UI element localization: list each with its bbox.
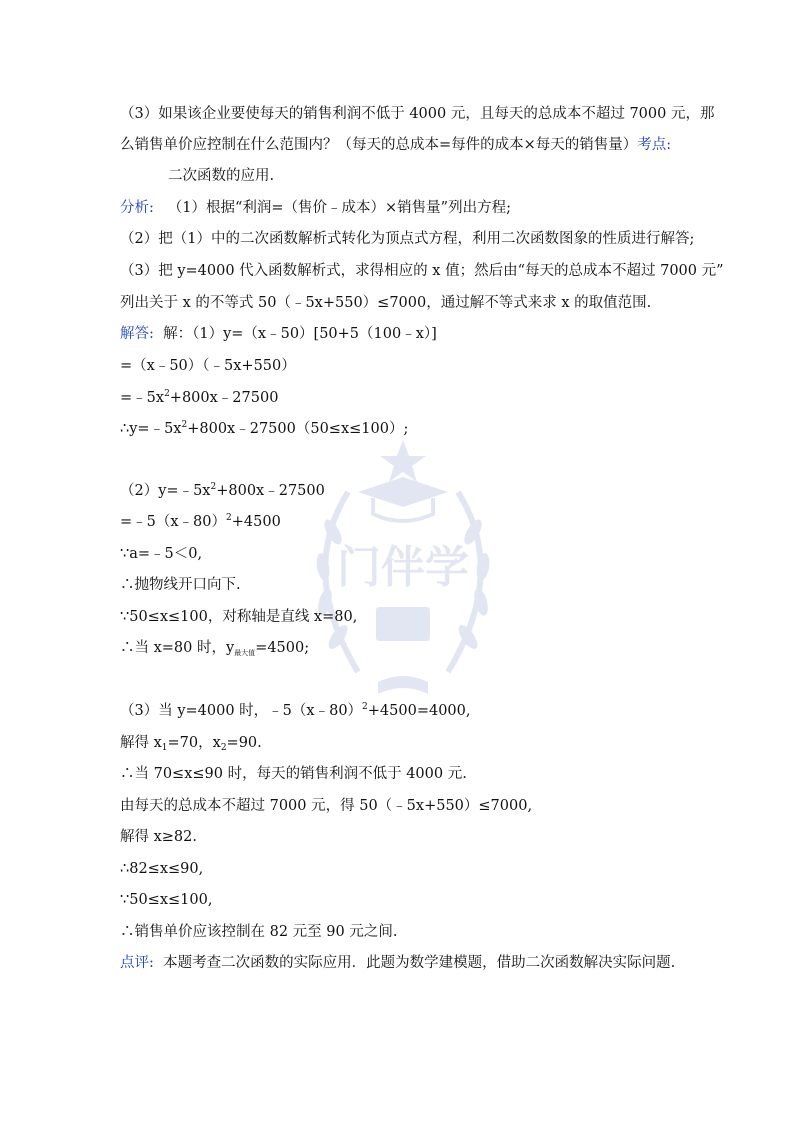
answer-line-2 <box>120 356 296 376</box>
laurel-left-icon <box>325 492 358 672</box>
answer-2-line-5 <box>120 607 357 627</box>
answer-3-line-1 <box>120 701 471 721</box>
answer-s3-l2-sub1: 1 <box>161 743 168 753</box>
answer-s3-l4: 由每天的总成本不超过 7000 元，得 50（﹣5x+550）≤7000, <box>120 798 533 814</box>
answer-s3-l7: ∵50≤x≤100, <box>120 892 213 908</box>
answer-s2-l6-a: ∴当 x=80 时，y <box>120 640 235 656</box>
question-3-line-2 <box>120 135 671 155</box>
answer-3-line-2 <box>120 733 262 753</box>
question-3-text-1: （3）如果该企业要使每天的销售利润不低于 4000 元，且每天的总成本不超过 7000 元，那 <box>120 106 715 122</box>
answer-s3-l6: ∴82≤x≤90, <box>120 861 204 877</box>
kaodian-label: 考点: <box>637 137 672 153</box>
answer-s1-head: 解：（1）y=（x﹣50）[50+5（100﹣x）] <box>163 326 437 342</box>
answer-s3-l1-b: +4500=4000, <box>367 703 471 719</box>
answer-s2-l5: ∵50≤x≤100，对称轴是直线 x=80, <box>120 609 358 625</box>
answer-3-line-6 <box>120 859 203 879</box>
kaodian-line <box>168 166 274 186</box>
answer-2-line-4 <box>120 575 241 595</box>
answer-2-line-6 <box>120 638 309 658</box>
watermark-logo <box>278 432 528 732</box>
answer-s1-l3-sup: 2 <box>164 389 170 399</box>
analysis-p3a: （3）把 y=4000 代入函数解析式，求得相应的 x 值；然后由“每天的总成本不超过 7000 元” <box>120 263 724 279</box>
question-3-text-2: 么销售单价应控制在什么范围内？（每天的总成本=每件的成本×每天的销售量） <box>120 137 638 153</box>
answer-s3-l3: ∴当 70≤x≤90 时，每天的销售利润不低于 4000 元. <box>120 766 467 782</box>
analysis-p2: （2）把（1）中的二次函数解析式转化为顶点式方程，利用二次函数图象的性质进行解答; <box>120 231 695 247</box>
answer-2-line-1 <box>120 481 325 501</box>
answer-s1-l3-b: +800x﹣27500 <box>169 390 279 406</box>
analysis-line-1 <box>120 198 511 218</box>
answer-s3-l2-b: =70，x <box>167 735 221 751</box>
answer-s3-l2-a: 解得 x <box>120 735 162 751</box>
question-3-line-1 <box>120 104 714 124</box>
mortarboard-icon <box>358 477 448 507</box>
answer-s3-l2-sub2: 2 <box>220 743 227 753</box>
comment-line <box>120 953 675 973</box>
answer-s2-l4: ∴抛物线开口向下. <box>120 577 241 593</box>
answer-s2-l1-sup: 2 <box>210 482 217 492</box>
answer-s3-l2-c: =90. <box>226 735 262 751</box>
answer-s2-l1-b: +800x﹣27500 <box>216 483 325 499</box>
answer-s2-l2-a: =﹣5（x﹣80） <box>120 514 227 530</box>
answer-s2-l3: ∵a=﹣5＜0, <box>120 546 203 562</box>
analysis-p1: （1）根据“利润=（售价﹣成本）×销售量”列出方程; <box>167 200 511 216</box>
answer-line-4 <box>120 419 408 439</box>
answer-2-line-2 <box>120 512 281 532</box>
answer-s1-l4-b: +800x﹣27500（50≤x≤100）; <box>187 421 409 437</box>
watermark-text: 门伴学 <box>337 542 469 593</box>
answer-2-line-3 <box>120 544 202 564</box>
answer-s2-l1-a: （2）y=﹣5x <box>120 483 211 499</box>
answer-3-line-5 <box>120 827 197 847</box>
answer-label: 解答: <box>120 326 154 342</box>
laurel-right-icon <box>448 492 481 672</box>
analysis-p3b: 列出关于 x 的不等式 50（﹣5x+550）≤7000，通过解不等式来求 x 的取值范围. <box>120 295 652 311</box>
answer-s3-l1-a: （3）当 y=4000 时，﹣5（x﹣80） <box>120 703 363 719</box>
answer-s2-l6-sub: 最大值 <box>234 649 256 657</box>
answer-s1-l4-a: ∴y=﹣5x <box>120 421 182 437</box>
analysis-line-3 <box>120 261 724 281</box>
answer-s2-l6-b: =4500; <box>255 640 310 656</box>
answer-line-3 <box>120 388 278 408</box>
answer-s2-l2-sup: 2 <box>226 513 232 523</box>
answer-3-line-7 <box>120 890 212 910</box>
analysis-label: 分析: <box>120 200 154 216</box>
answer-line-1 <box>120 324 437 344</box>
analysis-line-2 <box>120 229 694 249</box>
answer-s2-l2-b: +4500 <box>231 514 281 530</box>
answer-3-line-3 <box>120 764 467 784</box>
kaodian-text: 二次函数的应用. <box>168 168 275 184</box>
answer-s3-l1-sup: 2 <box>362 702 368 712</box>
analysis-line-4 <box>120 293 651 313</box>
answer-3-line-8 <box>120 922 397 942</box>
answer-3-line-4 <box>120 796 532 816</box>
comment-label: 点评: <box>120 955 154 971</box>
answer-s3-l5: 解得 x≥82. <box>120 829 197 845</box>
answer-s3-l8: ∴销售单价应该控制在 82 元至 90 元之间. <box>120 924 398 940</box>
comment-text: 本题考查二次函数的实际应用．此题为数学建模题，借助二次函数解决实际问题. <box>163 955 676 971</box>
answer-s1-l4-sup: 2 <box>181 420 188 430</box>
star-icon <box>380 440 426 482</box>
book-icon <box>376 607 430 641</box>
answer-s1-l3-a: =﹣5x <box>120 390 165 406</box>
answer-s1-l2: =（x﹣50）（﹣5x+550） <box>120 358 296 374</box>
